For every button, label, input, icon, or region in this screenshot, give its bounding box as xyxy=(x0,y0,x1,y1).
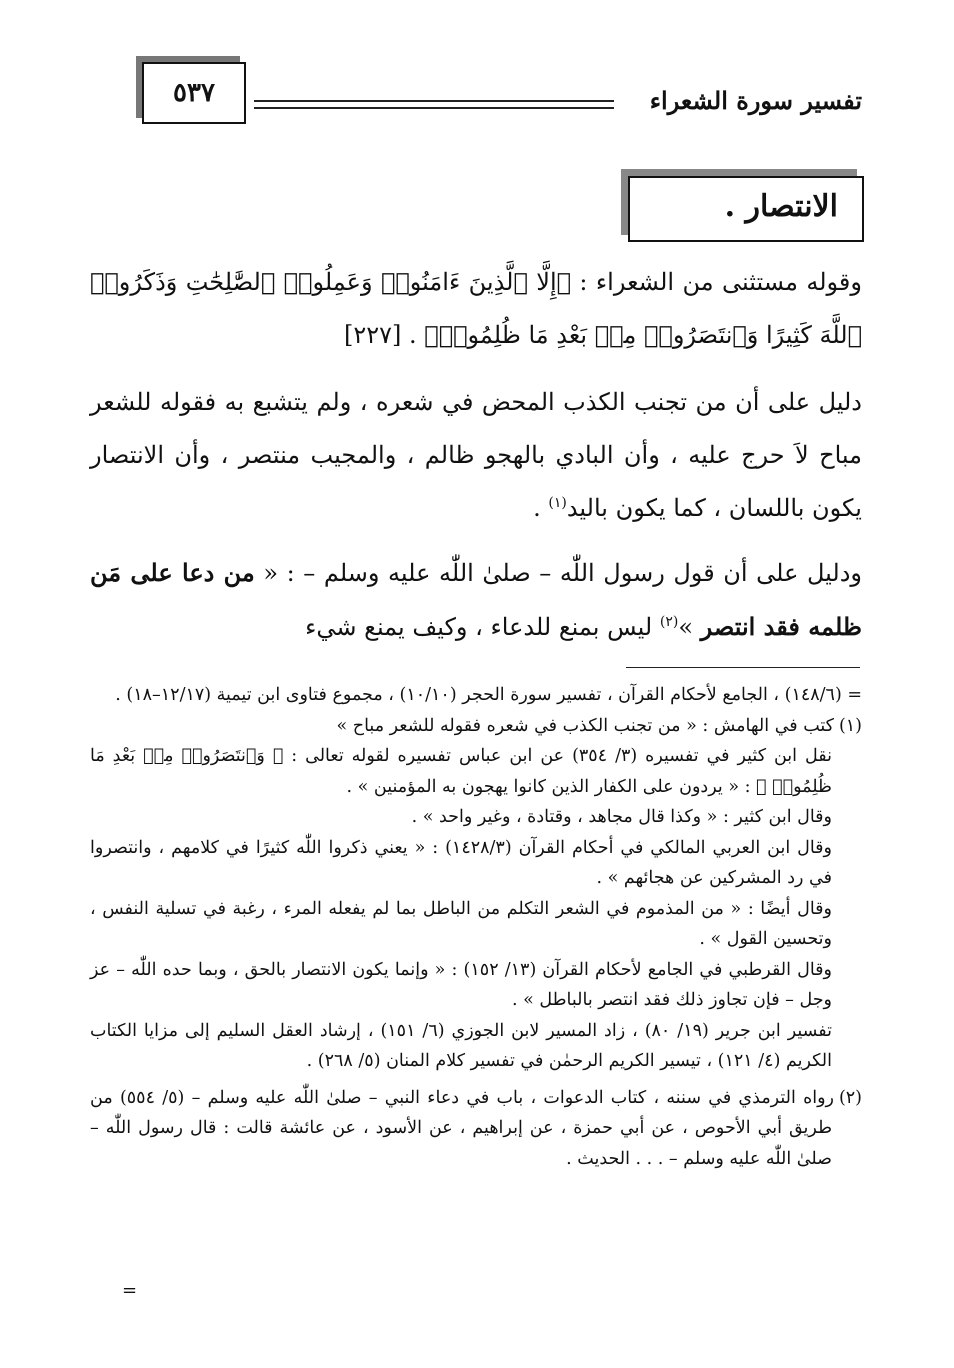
evidence-text: دليل على أن من تجنب الكذب المحض في شعره ، ولم يتشبع به فقوله للشعر مباح لاَ حرج عليه ، وأن البادي بالهجو ظالم ، والمجيب منتصر ، وأن الانتصار يكون باللسان ، كما يكون باليد xyxy=(90,388,862,522)
footnote-1-line: نقل ابن كثير في تفسيره (٣/ ٣٥٤) عن ابن عباس تفسيره لقوله تعالى : ﴿ وَٱنتَصَرُوا۟ مِنۢ بَعْدِ مَا ظُلِمُوا۟ ﴾ : « يردون على الكفار الذين كانوا يهجون به المؤمنين » . xyxy=(90,746,832,797)
footnote-1-line: وقال القرطبي في الجامع لأحكام القرآن (١٣/ ١٥٢) : « وإنما يكون الانتصار بالحق ، وبما حده اللّٰه – عز وجل – فإن تجاوز ذلك فقد انتصر بالباطل » . xyxy=(90,959,832,1010)
verse-intro: وقوله مستثنى من الشعراء : xyxy=(571,268,862,296)
footnote-2-number: (٢) xyxy=(838,1087,862,1108)
hadith-tail: ليس بمنع للدعاء ، وكيف يمنع شيء xyxy=(305,613,660,641)
footnote-1-line: وقال ابن كثير : « وكذا قال مجاهد ، وقتادة ، وغير واحد » . xyxy=(411,807,832,827)
footnote-separator xyxy=(626,667,860,668)
footnote-ref-1[interactable]: (١) xyxy=(548,495,567,511)
hadith-intro: ودليل على أن قول رسول اللّٰه – صلىٰ اللّٰه عليه وسلم – : « xyxy=(254,559,862,587)
footnote-1-line: تفسير ابن جرير (١٩/ ٨٠) ، زاد المسير لابن الجوزي (٦/ ١٥١) ، إرشاد العقل السليم إلى مزايا الكتاب الكريم (٤/ ١٢١) ، تيسير الكريم الرحمٰن في تفسير كلام المنان (٥/ ٢٦٨) . xyxy=(90,1020,832,1071)
footnote-1-line: وقال ابن العربي المالكي في أحكام القرآن (١٤٢٨/٣) : « يعني ذكروا اللّٰه كثيرًا في كلامهم ، وانتصروا في رد المشركين عن هجائهم » . xyxy=(90,837,832,888)
hadith-text: من دعا على مَن ظلمه فقد انتصر xyxy=(90,558,862,641)
paragraph-end: . xyxy=(533,494,549,522)
footnote-2-text: رواه الترمذي في سننه ، كتاب الدعوات ، باب في دعاء النبي – صلىٰ اللّٰه عليه وسلم – (٥/ ٥٥٤) من طريق أبي الأحوص ، عن أبي حمزة ، عن إبراهيم ، عن الأسود ، عن عائشة قالت : قال رسول اللّٰه – صلىٰ اللّٰه عليه وسلم – . . . الحديث . xyxy=(90,1087,834,1169)
footnote-1-number: (١) xyxy=(838,715,862,736)
quran-verse: ﴿إِلَّا ٱلَّذِينَ ءَامَنُوا۟ وَعَمِلُوا۟ ٱلصَّٰلِحَٰتِ وَذَكَرُوا۟ ٱللَّهَ كَثِيرًا وَٱنتَصَرُوا۟ مِنۢ بَعْدِ مَا ظُلِمُوا۟﴾ xyxy=(90,268,862,349)
page-number-box xyxy=(142,62,246,124)
header-rule xyxy=(254,100,614,109)
footnote-2 xyxy=(90,1083,862,1175)
footnote-1-line: وقال أيضًا : « من المذموم في الشعر التكلم من الباطل بما لم يفعله المرء ، رغبة في تسلية النفس ، وتحسين القول » . xyxy=(90,898,832,949)
section-title-box xyxy=(628,176,864,242)
paragraph-verse xyxy=(90,256,862,362)
footnote-continuation: = (١٤٨/٦) ، الجامع لأحكام القرآن ، تفسير سورة الحجر (١٠/١٠) ، مجموع فتاوى ابن تيمية (١٢/١٧–١٨) . xyxy=(115,685,862,705)
hadith-close: » xyxy=(678,613,701,641)
footnote-1 xyxy=(90,711,862,1077)
footnote-ref-2[interactable]: (٢) xyxy=(659,614,679,630)
running-title: تفسير سورة الشعراء xyxy=(649,86,862,115)
section-title: الانتصار . xyxy=(724,189,838,224)
footnotes xyxy=(90,680,862,1174)
paragraph-evidence xyxy=(90,376,862,535)
footnote-continues-mark: = xyxy=(122,1280,138,1301)
page-number: ٥٣٧ xyxy=(173,78,215,108)
footnote-1-line: كتب في الهامش : « من تجنب الكذب في شعره فقوله للشعر مباح » xyxy=(336,715,834,736)
verse-reference: . [٢٢٧] xyxy=(344,321,425,349)
paragraph-hadith xyxy=(90,546,862,654)
